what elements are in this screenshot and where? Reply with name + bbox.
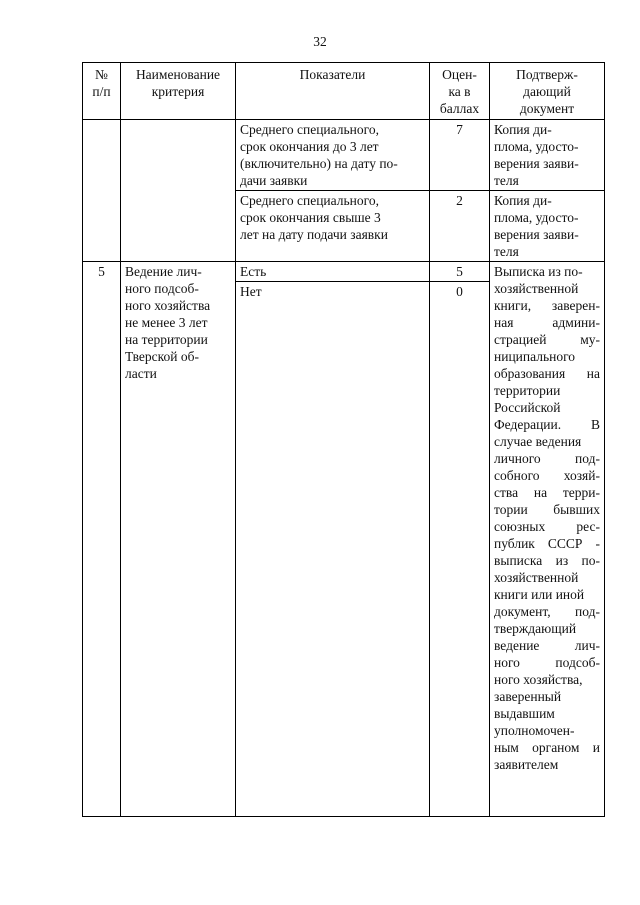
document-line: образования на — [494, 366, 600, 381]
indicator-line: срок окончания до 3 лет — [240, 139, 379, 154]
criterion-line: ного подсоб- — [125, 281, 199, 296]
document-line: хозяйственной — [494, 281, 579, 296]
criterion-line: ного хозяйства — [125, 298, 211, 313]
criterion-line: не менее 3 лет — [125, 315, 208, 330]
document-line: ного хозяйства, — [494, 672, 583, 687]
document-line: верения заяви- — [494, 227, 579, 242]
cell-criterion — [121, 262, 236, 817]
cell-document — [490, 191, 605, 262]
header-indicators-line: Показатели — [299, 67, 366, 82]
criterion-line: ласти — [125, 366, 157, 381]
document-line: документ, под- — [494, 604, 600, 619]
criterion-line: Ведение лич- — [125, 264, 202, 279]
document-line: ным органом и — [494, 740, 600, 755]
indicator-line: Среднего специального, — [240, 122, 379, 137]
document-line: союзных рес- — [494, 519, 600, 534]
cell-indicator-no: Нет — [236, 282, 430, 817]
document-line: книги, заверен- — [494, 298, 600, 313]
indicator-line: лет на дату подачи заявки — [240, 227, 388, 242]
document-line: Выписка из по- — [494, 264, 583, 279]
criterion-line: на территории — [125, 332, 208, 347]
cell-indicator — [236, 120, 430, 191]
document-line: собного хозяй- — [494, 468, 600, 483]
criterion-line: Тверской об- — [125, 349, 199, 364]
header-score-line: ка в — [448, 84, 471, 99]
header-document-line: Подтверж- — [516, 67, 578, 82]
table-row — [83, 262, 605, 282]
header-score-line: Оцен- — [442, 67, 477, 82]
document-line: плома, удосто- — [494, 210, 579, 225]
document-line: Федерации. В — [494, 417, 600, 432]
header-criterion — [121, 63, 236, 120]
document-line: Российской — [494, 400, 561, 415]
page-number: 32 — [313, 34, 327, 49]
document-line: случае ведения — [494, 434, 582, 449]
document-line: заявителем — [494, 757, 559, 772]
indicator-line: дачи заявки — [240, 173, 308, 188]
table-row — [83, 120, 605, 191]
header-row — [83, 63, 605, 120]
cell-indicator-yes: Есть — [236, 262, 430, 282]
document-line: ства на терри- — [494, 485, 600, 500]
criteria-table — [82, 62, 605, 817]
document-line: личного под- — [494, 451, 600, 466]
document-line: тории бывших — [494, 502, 600, 517]
indicator-line: срок окончания свыше 3 — [240, 210, 381, 225]
header-document — [490, 63, 605, 120]
document-line: хозяйственной — [494, 570, 579, 585]
document-line: уполномочен- — [494, 723, 575, 738]
document-line: ведение лич- — [494, 638, 600, 653]
cell-score-no: 0 — [430, 282, 490, 817]
cell-criterion-empty — [121, 120, 236, 262]
header-criterion-line: Наименование — [135, 67, 221, 82]
header-score — [430, 63, 490, 120]
cell-score: 7 — [430, 120, 490, 191]
cell-score: 2 — [430, 191, 490, 262]
document-line: книги или иной — [494, 587, 585, 602]
document-line: Копия ди- — [494, 193, 552, 208]
cell-score-yes: 5 — [430, 262, 490, 282]
document-line: теля — [494, 173, 519, 188]
header-score-line: баллах — [439, 101, 480, 116]
document-line: Копия ди- — [494, 122, 552, 137]
indicator-line: (включительно) на дату по- — [240, 156, 398, 171]
document-line: теля — [494, 244, 519, 259]
document-line: выдавшим — [494, 706, 555, 721]
header-num-line: п/п — [92, 84, 111, 99]
cell-document-extract — [490, 262, 605, 817]
header-num-line: № — [95, 67, 108, 82]
header-document-line: дающий — [523, 84, 571, 99]
indicator-line: Среднего специального, — [240, 193, 379, 208]
document-line: заверенный — [494, 689, 562, 704]
header-document-line: документ — [519, 101, 575, 116]
document-line: ного подсоб- — [494, 655, 600, 670]
document-line: тверждающий — [494, 621, 577, 636]
header-indicators — [236, 63, 430, 120]
header-num — [83, 63, 121, 120]
cell-num: 5 — [83, 262, 121, 817]
cell-num-empty — [83, 120, 121, 262]
document-line: выписка из по- — [494, 553, 600, 568]
header-criterion-line: критерия — [151, 84, 205, 99]
document-line: плома, удосто- — [494, 139, 579, 154]
document-line: территории — [494, 383, 561, 398]
document-line: публик СССР - — [494, 536, 600, 551]
document-line: ниципального — [494, 349, 576, 364]
document-line: ная админи- — [494, 315, 600, 330]
cell-document — [490, 120, 605, 191]
document-line: верения заяви- — [494, 156, 579, 171]
cell-indicator — [236, 191, 430, 262]
document-line: страцией му- — [494, 332, 600, 347]
